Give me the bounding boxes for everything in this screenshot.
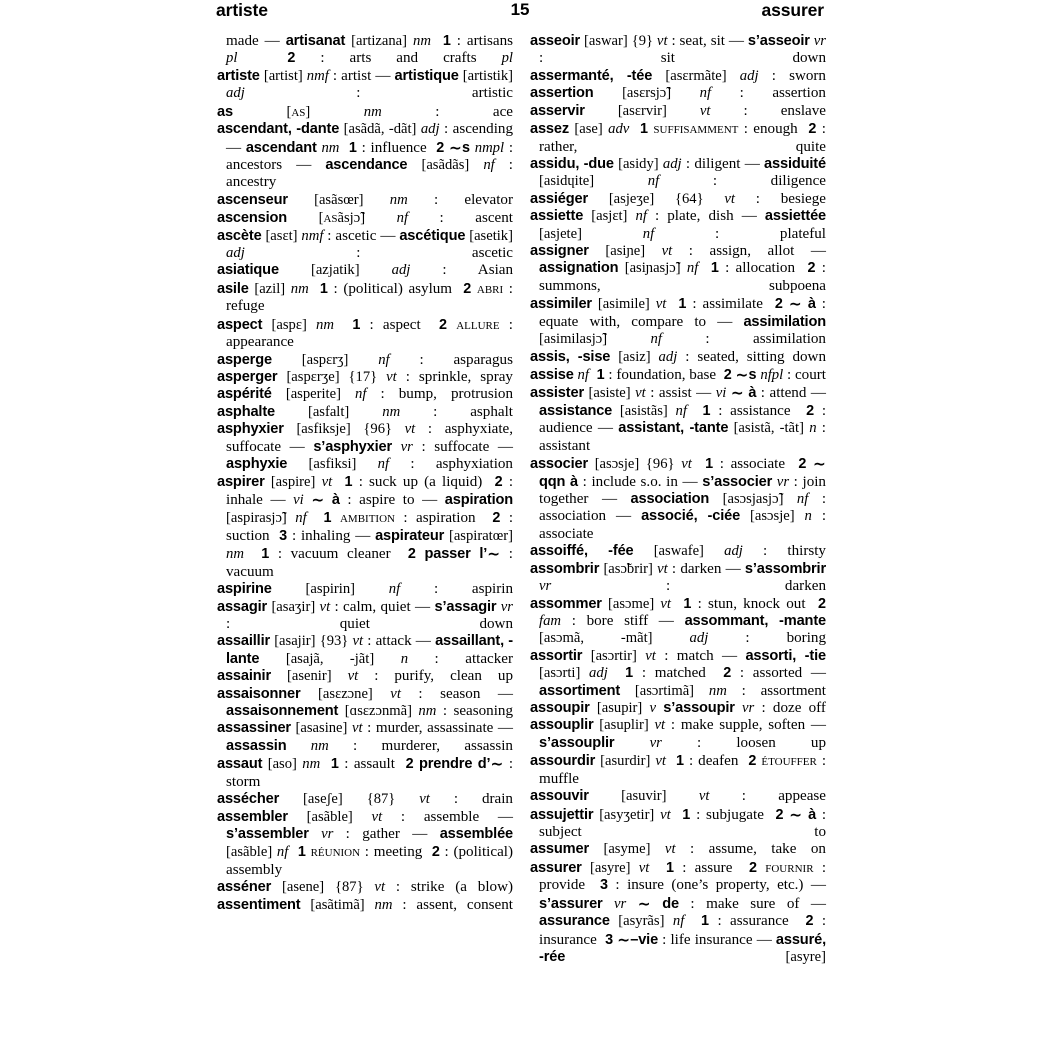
dictionary-entry: assidu, -due [asidy] adj : diligent — assiduité [asidɥite] nf : diligence: [530, 155, 826, 190]
dictionary-entry: assis, -sise [asiz] adj : seated, sitting down: [530, 348, 826, 365]
dictionary-entry: assommer [asɔme] vt 1 : stun, knock out 2 fam : bore stiff — assommant, -mante [asɔmã, -mãt] adj : boring: [530, 595, 826, 647]
dictionary-entry: aspect [aspɛ] nm 1 : aspect 2 allure : appearance: [217, 314, 514, 351]
dictionary-entry: made — artisanat [artizana] nm 1 : artisans pl 2 : arts and crafts pl: [226, 33, 514, 67]
dictionary-entry: ascension [asãsjɔ̃] nf : ascent: [217, 208, 513, 227]
dictionary-entry: assujettir [asyʒetir] vt 1 : subjugate 2 ∼ à : subject to: [530, 805, 827, 840]
dictionary-entry: aspérité [asperite] nf : bump, protrusion: [217, 386, 514, 403]
dictionary-entry: artiste [artist] nmf : artist — artistique [artistik] adj : artistic: [217, 67, 514, 102]
dictionary-entry: asperger [aspɛrʒe] {17} vt : sprinkle, spray: [217, 369, 513, 386]
dictionary-entry: assiéger [asjeʒe] {64} vt : besiege: [530, 190, 826, 207]
dictionary-entry: assourdir [asurdir] vt 1 : deafen 2 étouffer : muffle: [530, 751, 827, 787]
dictionary-entry: asphyxier [asfiksje] {96} vt : asphyxiate, suffocate — s’asphyxier vr : suffocate — asphyxie [asfiksi] nf : asphyxiation: [217, 421, 514, 473]
dictionary-entry: assimiler [asimile] vt 1 : assimilate 2 ∼ à : equate with, compare to — assimilation [asimilasjɔ̃] nf : assimilation: [530, 295, 826, 348]
dictionary-entry: assermanté, -tée [asɛrmãte] adj : sworn: [530, 67, 826, 84]
dictionary-entry: assigner [asiɲe] vt : assign, allot — assignation [asiɲasjɔ̃] nf 1 : allocation 2 : summons, subpoena: [530, 243, 826, 294]
dictionary-entry: assoiffé, -fée [aswafe] adj : thirsty: [530, 543, 826, 560]
column-container: [0, 33, 1040, 966]
dictionary-entry: ascète [asɛt] nmf : ascetic — ascétique [asetik] adj : ascetic: [217, 227, 513, 262]
dictionary-entry: assertion [asɛrsjɔ̃] nf : assertion: [530, 85, 826, 102]
dictionary-entry: asile [azil] nm 1 : (political) asylum 2 abri : refuge: [217, 278, 513, 315]
dictionary-entry: ascenseur [asãsœr] nm : elevator: [217, 191, 513, 208]
dictionary-entry: assister [asiste] vt : assist — vi ∼ à : attend — assistance [asistãs] nf 1 : assistance 2 : audience — assistant, -tante [asistã, -tãt] n : assistant: [530, 384, 827, 454]
right-column: [530, 33, 826, 966]
dictionary-entry: asseoir [aswar] {9} vt : seat, sit — s’asseoir vr : sit down: [530, 33, 826, 67]
running-head: [216, 0, 824, 22]
dictionary-entry: assassiner [asasine] vt : murder, assassinate — assassin nm : murderer, assassin: [217, 720, 513, 754]
dictionary-entry: assise nf 1 : foundation, base 2 ∼s nfpl : court: [530, 366, 826, 385]
dictionary-entry: asservir [asɛrvir] vt : enslave: [530, 102, 826, 119]
left-column: [217, 33, 513, 966]
running-head-left-guideword: artiste: [216, 0, 268, 20]
dictionary-entry: assagir [asaʒir] vt : calm, quiet — s’assagir vr : quiet down: [217, 598, 514, 632]
dictionary-entry: assaisonner [asɛzɔne] vt : season — assaisonnement [ɑsɛzɔnmã] nm : seasoning: [217, 685, 513, 720]
dictionary-entry: assainir [asenir] vt : purify, clean up: [217, 668, 514, 685]
dictionary-entry: aspirine [aspirin] nf : aspirin: [217, 581, 513, 598]
dictionary-entry: assez [ase] adv 1 suffisamment : enough 2 : rather, quite: [530, 119, 826, 155]
dictionary-entry: assaillir [asajir] {93} vt : attack — assaillant, -lante [asajã, -jãt] n : attacker: [217, 633, 514, 667]
dictionary-entry: asiatique [azjatik] adj : Asian: [217, 262, 514, 279]
dictionary-entry: as [as] nm : ace: [217, 101, 513, 120]
dictionary-entry: assembler [asãble] vt : assemble — s’assembler vr : gather — assemblée [asãble] nf 1 réunion : meeting 2 : (political) assembly: [217, 808, 513, 878]
dictionary-entry: assentiment [asãtimã] nm : assent, consent: [217, 896, 513, 913]
running-head-right-guideword: assurer: [761, 0, 824, 20]
dictionary-entry: assumer [asyme] vt : assume, take on: [530, 841, 826, 858]
dictionary-entry: assécher [aseʃe] {87} vt : drain: [217, 791, 513, 808]
dictionary-entry: associer [asɔsje] {96} vt 1 : associate 2 ∼ qqn à : include s.o. in — s’associer vr : join together — association [asɔsjasjɔ̃] nf : association — associé, -ciée [asɔsje] n : associate: [530, 455, 827, 542]
page-number: 15: [510, 0, 530, 19]
dictionary-entry: asphalte [asfalt] nm : asphalt: [217, 403, 513, 420]
dictionary-entry: asséner [asene] {87} vt : strike (a blow): [217, 879, 514, 896]
dictionary-entry: assoupir [asupir] v s’assoupir vr : doze off: [530, 700, 826, 717]
dictionary-entry: assiette [asjɛt] nf : plate, dish — assiettée [asjete] nf : plateful: [530, 208, 827, 242]
dictionary-entry: assortir [asɔrtir] vt : match — assorti, -tie [asɔrti] adj 1 : matched 2 : assorted — assortiment [asɔrtimã] nm : assortment: [530, 647, 827, 699]
dictionary-entry: ascendant, -dante [asãdã, -dãt] adj : ascending — ascendant nm 1 : influence 2 ∼s nmpl : ancestors — ascendance [asãdãs] nf : ancestry: [217, 121, 514, 191]
dictionary-entry: asperge [aspɛrʒ] nf : asparagus: [217, 351, 513, 368]
dictionary-entry: assaut [aso] nm 1 : assault 2 prendre d’∼ : storm: [217, 755, 514, 790]
dictionary-entry: assurer [asyre] vt 1 : assure 2 fournir : provide 3 : insure (one’s property, etc.) — s’assurer vr ∼ de : make sure of — assurance [asyrãs] nf 1 : assurance 2 : insurance 3 ∼–vie : life insurance — assuré, -rée [asyre]: [530, 857, 827, 965]
dictionary-entry: aspirer [aspire] vt 1 : suck up (a liquid) 2 : inhale — vi ∼ à : aspire to — aspiration [aspirasjɔ̃] nf 1 ambition : aspiration 2 : suction 3 : inhaling — aspirateur [aspiratœr] nm 1 : vacuum cleaner 2 passer l’∼ : vacuum: [217, 473, 514, 580]
dictionary-entry: assouvir [asuvir] vt : appease: [530, 788, 826, 805]
dictionary-entry: assombrir [asɔ̃brir] vt : darken — s’assombrir vr : darken: [530, 560, 826, 595]
dictionary-entry: assouplir [asuplir] vt : make supple, soften — s’assouplir vr : loosen up: [530, 717, 827, 751]
